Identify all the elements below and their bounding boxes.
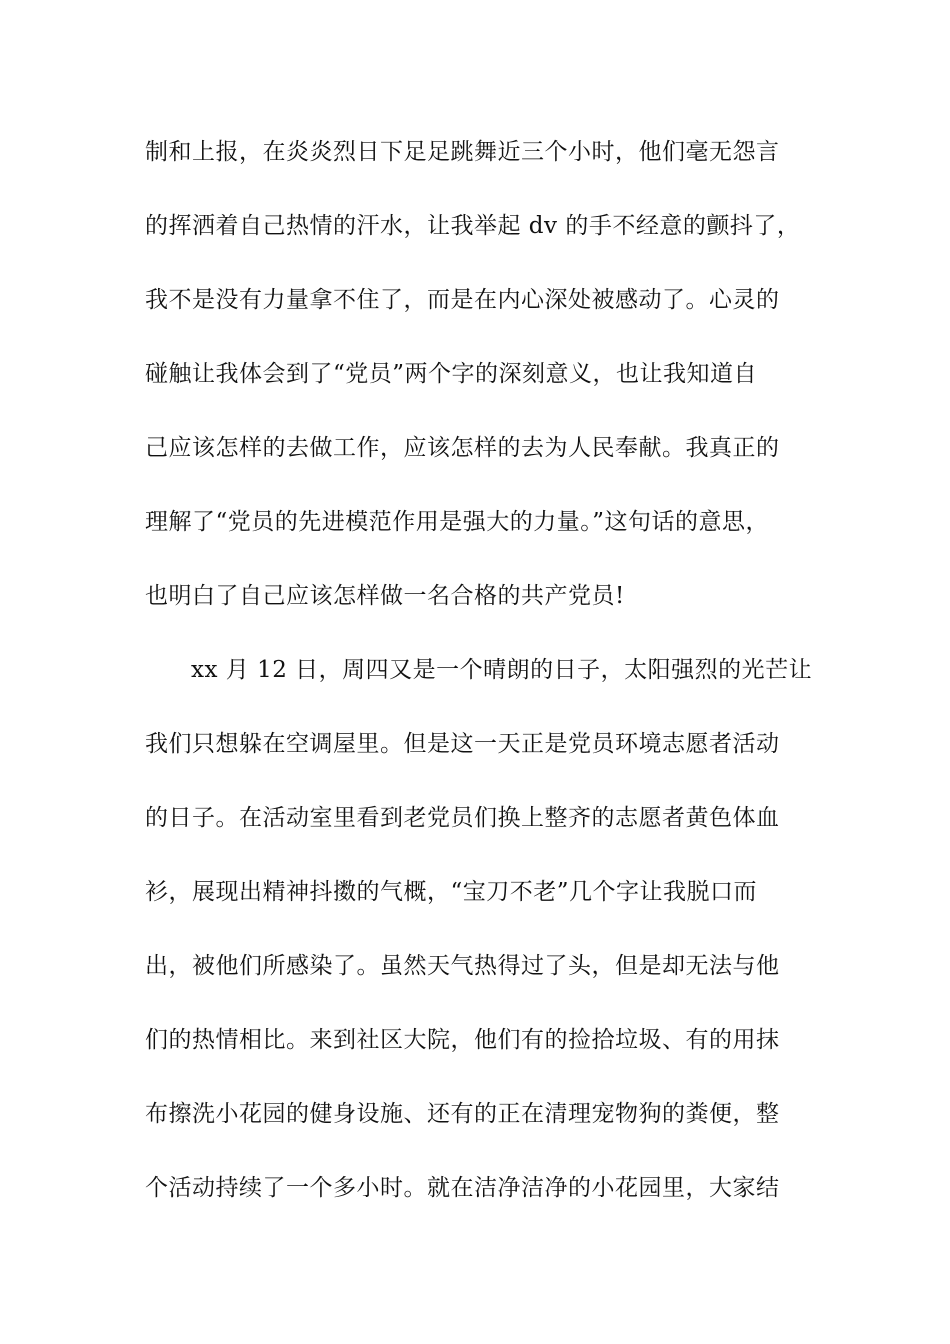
paragraph-line: 也明白了自己应该怎样做一名合格的共产党员! (145, 583, 625, 609)
paragraph-line: 衫，展现出精神抖擞的气概，“宝刀不老”几个字让我脱口而 (145, 879, 758, 905)
paragraph-line: 我们只想躲在空调屋里。但是这一天正是党员环境志愿者活动 (145, 731, 780, 757)
paragraph-line: 的日子。在活动室里看到老党员们换上整齐的志愿者黄色体血 (145, 805, 780, 831)
paragraph-line: 理解了“党员的先进模范作用是强大的力量。”这句话的意思， (145, 509, 770, 535)
paragraph-line: 我不是没有力量拿不住了，而是在内心深处被感动了。心灵的 (145, 287, 780, 313)
paragraph-line: 出，被他们所感染了。虽然天气热得过了头，但是却无法与他 (145, 953, 780, 979)
paragraph-line: 碰触让我体会到了“党员”两个字的深刻意义，也让我知道自 (145, 361, 758, 387)
paragraph-line: 己应该怎样的去做工作，应该怎样的去为人民奉献。我真正的 (145, 435, 780, 461)
document-body (145, 130, 835, 1240)
paragraph-line: 们的热情相比。来到社区大院，他们有的捡拾垃圾、有的用抹 (145, 1027, 780, 1053)
paragraph-line: 个活动持续了一个多小时。就在洁净洁净的小花园里，大家结 (145, 1175, 780, 1201)
paragraph-line: 的挥洒着自己热情的汗水，让我举起 dv 的手不经意的颤抖了， (145, 213, 801, 239)
paragraph-first-line: xx 月 12 日，周四又是一个晴朗的日子，太阳强烈的光芒让 (191, 657, 813, 683)
paragraph-line: 制和上报，在炎炎烈日下足足跳舞近三个小时，他们毫无怨言 (145, 139, 780, 165)
paragraph-line: 布擦洗小花园的健身设施、还有的正在清理宠物狗的粪便，整 (145, 1101, 780, 1127)
